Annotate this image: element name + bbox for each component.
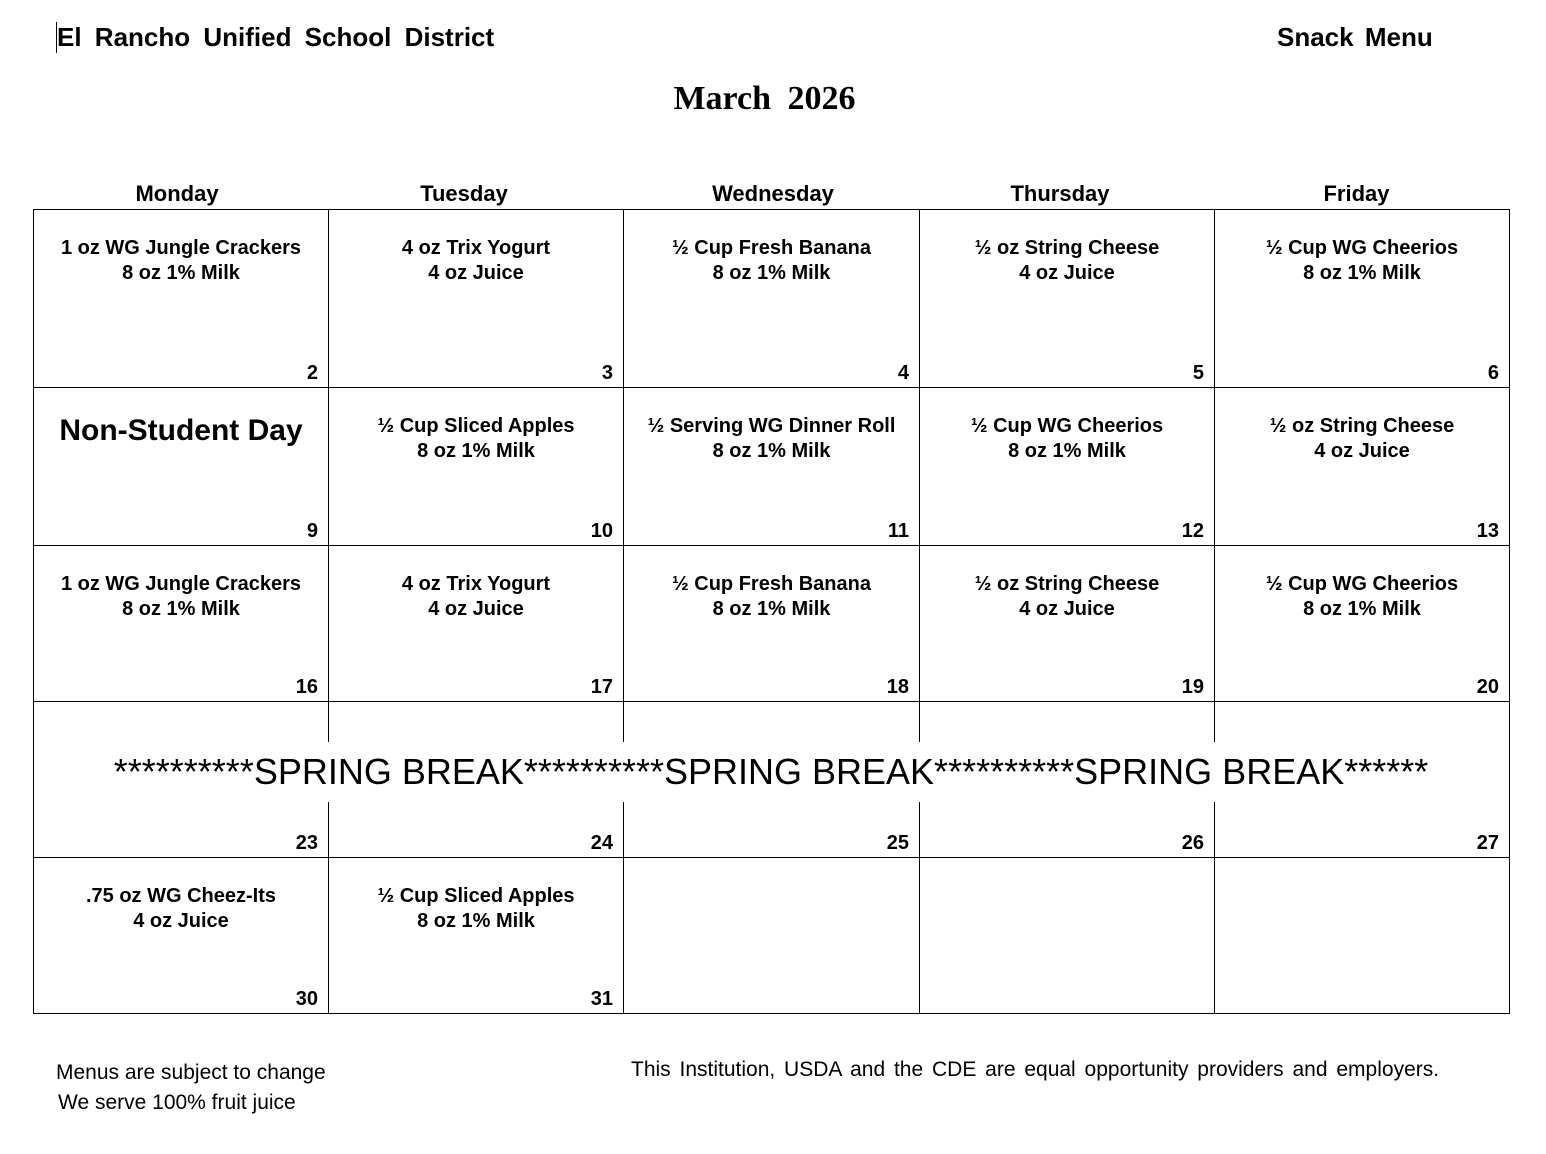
calendar-day-cell [920, 388, 1215, 546]
snack-menu-line: ½ oz String Cheese [1269, 415, 1455, 437]
snack-menu-line: 4 oz Juice [428, 598, 524, 620]
day-number: 10 [590, 520, 613, 542]
day-number: 17 [590, 676, 613, 698]
snack-menu-line: ½ oz String Cheese [974, 573, 1160, 595]
snack-menu-line: 8 oz 1% Milk [122, 262, 240, 284]
footer-note-juice: We serve 100% fruit juice [58, 1091, 296, 1114]
day-number: 24 [590, 832, 613, 854]
day-number: 4 [897, 362, 909, 384]
snack-menu-line: ½ Cup WG Cheerios [1265, 237, 1459, 259]
weekday-thursday: Thursday [1010, 181, 1110, 206]
day-number: 19 [1181, 676, 1204, 698]
calendar-day-cell [624, 546, 920, 702]
snack-menu-line: 8 oz 1% Milk [417, 910, 535, 932]
day-number: 5 [1192, 362, 1204, 384]
calendar-day-cell [1215, 210, 1509, 388]
snack-menu-line: 8 oz 1% Milk [712, 598, 831, 620]
menu-type-title: Snack Menu [1277, 22, 1433, 52]
month-title: March 2026 [673, 80, 856, 117]
day-number: 31 [590, 988, 613, 1010]
calendar-day-cell [329, 858, 624, 1013]
calendar-day-cell [34, 858, 329, 1013]
calendar-day-cell [329, 210, 624, 388]
footer-notes [56, 1058, 326, 1118]
day-number: 12 [1181, 520, 1204, 542]
snack-menu-line: 4 oz Juice [1019, 262, 1115, 284]
snack-menu-line: ½ Cup Sliced Apples [377, 415, 575, 437]
snack-menu-line: 8 oz 1% Milk [712, 262, 831, 284]
day-number: 25 [886, 832, 909, 854]
day-number: 20 [1476, 676, 1499, 698]
day-number: 3 [601, 362, 613, 384]
calendar-day-cell [920, 210, 1215, 388]
day-number: 13 [1476, 520, 1499, 542]
snack-menu-line: 4 oz Trix Yogurt [401, 573, 551, 595]
snack-menu [624, 572, 919, 622]
day-number: 2 [306, 362, 318, 384]
day-number: 9 [306, 520, 318, 542]
snack-menu-line: 4 oz Juice [133, 910, 229, 932]
calendar-day-cell [329, 546, 624, 702]
snack-menu [920, 414, 1214, 464]
calendar-day-cell [624, 210, 920, 388]
day-number: 23 [295, 832, 318, 854]
snack-menu-line: 8 oz 1% Milk [1008, 440, 1126, 462]
snack-menu [329, 236, 623, 286]
day-number: 27 [1476, 832, 1499, 854]
snack-menu-line: ½ Cup WG Cheerios [1265, 573, 1459, 595]
snack-menu [920, 236, 1214, 286]
weekday-wednesday: Wednesday [712, 181, 834, 206]
calendar-day-cell [1215, 546, 1509, 702]
district-title: El Rancho Unified School District [57, 22, 495, 52]
footer-note-change: Menus are subject to change [56, 1061, 326, 1084]
snack-menu-line: ½ oz String Cheese [974, 237, 1160, 259]
weekday-tuesday: Tuesday [420, 181, 508, 206]
calendar-day-cell [920, 546, 1215, 702]
snack-menu-line: 8 oz 1% Milk [1303, 262, 1421, 284]
snack-menu [1215, 236, 1509, 286]
snack-menu-line: ½ Serving WG Dinner Roll [647, 415, 896, 437]
day-number: 18 [886, 676, 909, 698]
calendar-grid [33, 209, 1510, 1014]
snack-menu [920, 572, 1214, 622]
day-number: 16 [295, 676, 318, 698]
snack-menu-line: 8 oz 1% Milk [417, 440, 535, 462]
snack-menu [329, 572, 623, 622]
footer-disclaimer: This Institution, USDA and the CDE are equal opportunity providers and employers. [631, 1058, 1440, 1081]
snack-menu-line: 8 oz 1% Milk [122, 598, 240, 620]
snack-menu [1215, 414, 1509, 464]
snack-menu [1215, 572, 1509, 622]
calendar-day-cell [329, 388, 624, 546]
snack-menu-line: 1 oz WG Jungle Crackers [60, 573, 302, 595]
snack-menu-line: ½ Cup Sliced Apples [377, 885, 575, 907]
snack-menu [34, 236, 328, 286]
snack-menu [34, 884, 328, 934]
calendar-day-cell [1215, 388, 1509, 546]
day-number: 26 [1181, 832, 1204, 854]
snack-menu-line: 4 oz Juice [428, 262, 524, 284]
calendar-day-cell [624, 388, 920, 546]
weekday-friday: Friday [1323, 181, 1390, 206]
calendar-day-cell [34, 210, 329, 388]
snack-menu-line: 1 oz WG Jungle Crackers [60, 237, 302, 259]
snack-menu [329, 884, 623, 934]
snack-menu-line: 4 oz Juice [1019, 598, 1115, 620]
calendar-day-cell [624, 858, 920, 1013]
spring-break-banner: **********SPRING BREAK**********SPRING BREAK**********SPRING BREAK****** [34, 742, 1508, 802]
snack-menu [329, 414, 623, 464]
day-number: 30 [295, 988, 318, 1010]
weekday-header-row [33, 181, 1510, 209]
calendar-day-cell [1215, 858, 1509, 1013]
day-number: 11 [887, 520, 909, 542]
snack-menu-line: 4 oz Trix Yogurt [401, 237, 551, 259]
snack-menu-line: ½ Cup WG Cheerios [970, 415, 1164, 437]
weekday-monday: Monday [135, 181, 219, 206]
snack-menu [34, 572, 328, 622]
snack-menu-line: ½ Cup Fresh Banana [672, 237, 871, 259]
snack-menu-line: .75 oz WG Cheez-Its [85, 885, 277, 907]
snack-menu-line: ½ Cup Fresh Banana [672, 573, 871, 595]
calendar-day-cell [920, 858, 1215, 1013]
calendar-day-cell [34, 546, 329, 702]
special-day-label: Non-Student Day [59, 414, 303, 447]
calendar-day-cell [34, 388, 329, 546]
day-number: 6 [1487, 362, 1499, 384]
snack-menu [624, 414, 919, 464]
snack-menu-line: 4 oz Juice [1314, 440, 1410, 462]
snack-menu-line: 8 oz 1% Milk [712, 440, 831, 462]
snack-menu [624, 236, 919, 286]
snack-menu-line: 8 oz 1% Milk [1303, 598, 1421, 620]
